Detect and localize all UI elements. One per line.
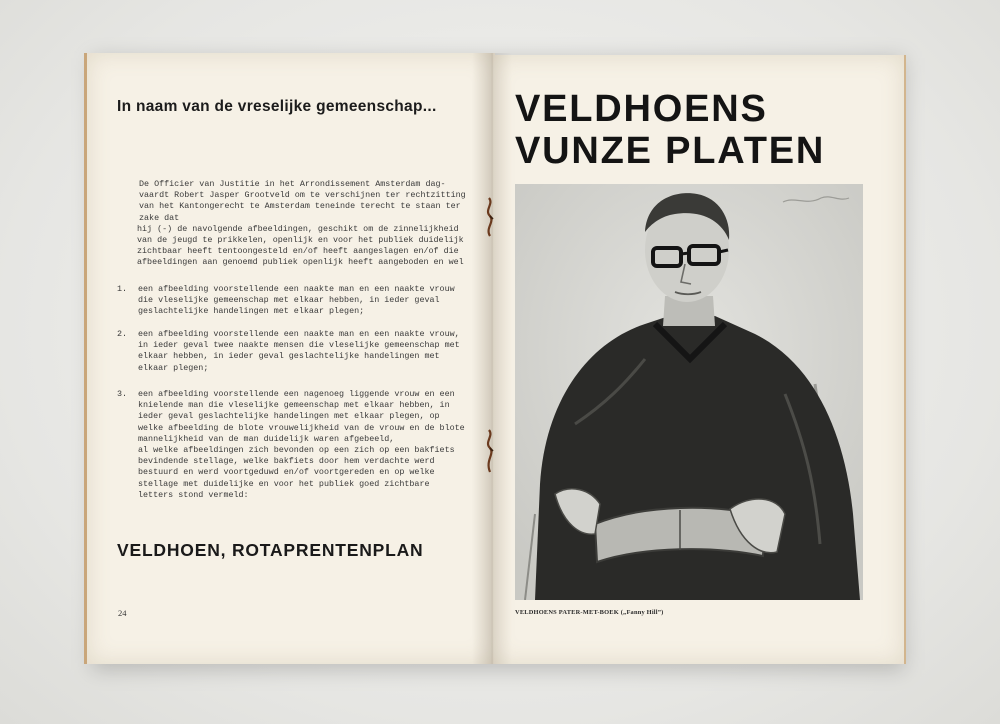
text-line: al welke afbeeldingen zich bevonden op een zich op een bakfiets [138, 445, 455, 456]
text-line: een afbeelding voorstellende een naakte man en een naakte vrouw [138, 284, 455, 294]
text-line: geslachtelijke handelingen met elkaar plegen; [138, 306, 365, 317]
illustration-caption: VELDHOENS PATER-MET-BOEK („Fanny Hill”) [515, 609, 664, 616]
text-line: vaardt Robert Jasper Grootveld om te verschijnen ter rechtzitting [139, 190, 466, 201]
text-line: een afbeelding voorstellende een naakte man en een naakte vrouw, [138, 329, 460, 339]
text-line: zichtbaar heeft tentoongesteld en/of heeft aangeslagen en/of die [137, 246, 459, 257]
text-line: ieder geval geslachtelijke handelingen met elkaar plegen, op [138, 411, 440, 422]
item-number: 1. [117, 284, 128, 294]
text-line: welke afbeelding de blote vrouwelijkheid van de vrouw en de blote [138, 422, 465, 433]
title-line: VELDHOENS [515, 88, 768, 130]
title-line: VUNZE PLATEN [515, 130, 826, 172]
right-page-title [515, 88, 825, 172]
portrait-illustration [515, 184, 863, 600]
item-number: 3. [117, 389, 128, 399]
summons-intro [139, 179, 464, 269]
text-line: in ieder geval twee naakte mensen die vleselijke gemeenschap met [138, 340, 460, 351]
text-line: afbeeldingen aan genoemd publiek openlijk heeft aangeboden en wel [137, 257, 464, 268]
text-line: mannelijkheid van de man duidelijk waren afgebeeld, [138, 433, 395, 444]
text-line: De Officier van Justitie in het Arrondissement Amsterdam dag- [139, 179, 446, 189]
text-line: van de jeugd te prikkelen, openlijk en voor het publiek duidelijk [137, 235, 464, 246]
text-line: bevindende stellage, welke bakfiets door hem verdachte werd [138, 456, 435, 467]
left-page-heading: In naam van de vreselijke gemeenschap... [117, 98, 437, 115]
item-number: 2. [117, 329, 128, 339]
text-line: stellage met duidelijke en voor het publiek goed zichtbare [138, 478, 430, 489]
binding-gutter [472, 53, 512, 664]
text-line: bestuurd en werd voortgeduwd en/of voortgereden en op welke [138, 467, 435, 478]
text-line: hij (-) de navolgende afbeeldingen, geschikt om de zinnelijkheid [137, 223, 459, 234]
stitch-icon [480, 196, 500, 242]
bottom-heading: VELDHOEN, ROTAPRENTENPLAN [117, 540, 424, 560]
portrait-drawing-icon [515, 184, 863, 600]
text-line: letters stond vermeld: [138, 489, 249, 500]
text-line: knielende man die vleselijke gemeenschap met elkaar hebben, in [138, 400, 450, 411]
text-line: van het Kantongerecht te Amsterdam teneinde terecht te staan ter [139, 201, 461, 212]
text-line: elkaar hebben, in ieder geval geslachtelijke handelingen met [138, 351, 440, 362]
page-number: 24 [118, 608, 127, 618]
text-line: elkaar plegen; [138, 362, 209, 373]
text-line: die vleselijke gemeenschap met elkaar hebben, in ieder geval [138, 295, 440, 306]
stitch-icon [480, 428, 500, 474]
text-line: zake dat [139, 212, 180, 223]
text-line: een afbeelding voorstellende een nagenoeg liggende vrouw en een [138, 389, 455, 399]
